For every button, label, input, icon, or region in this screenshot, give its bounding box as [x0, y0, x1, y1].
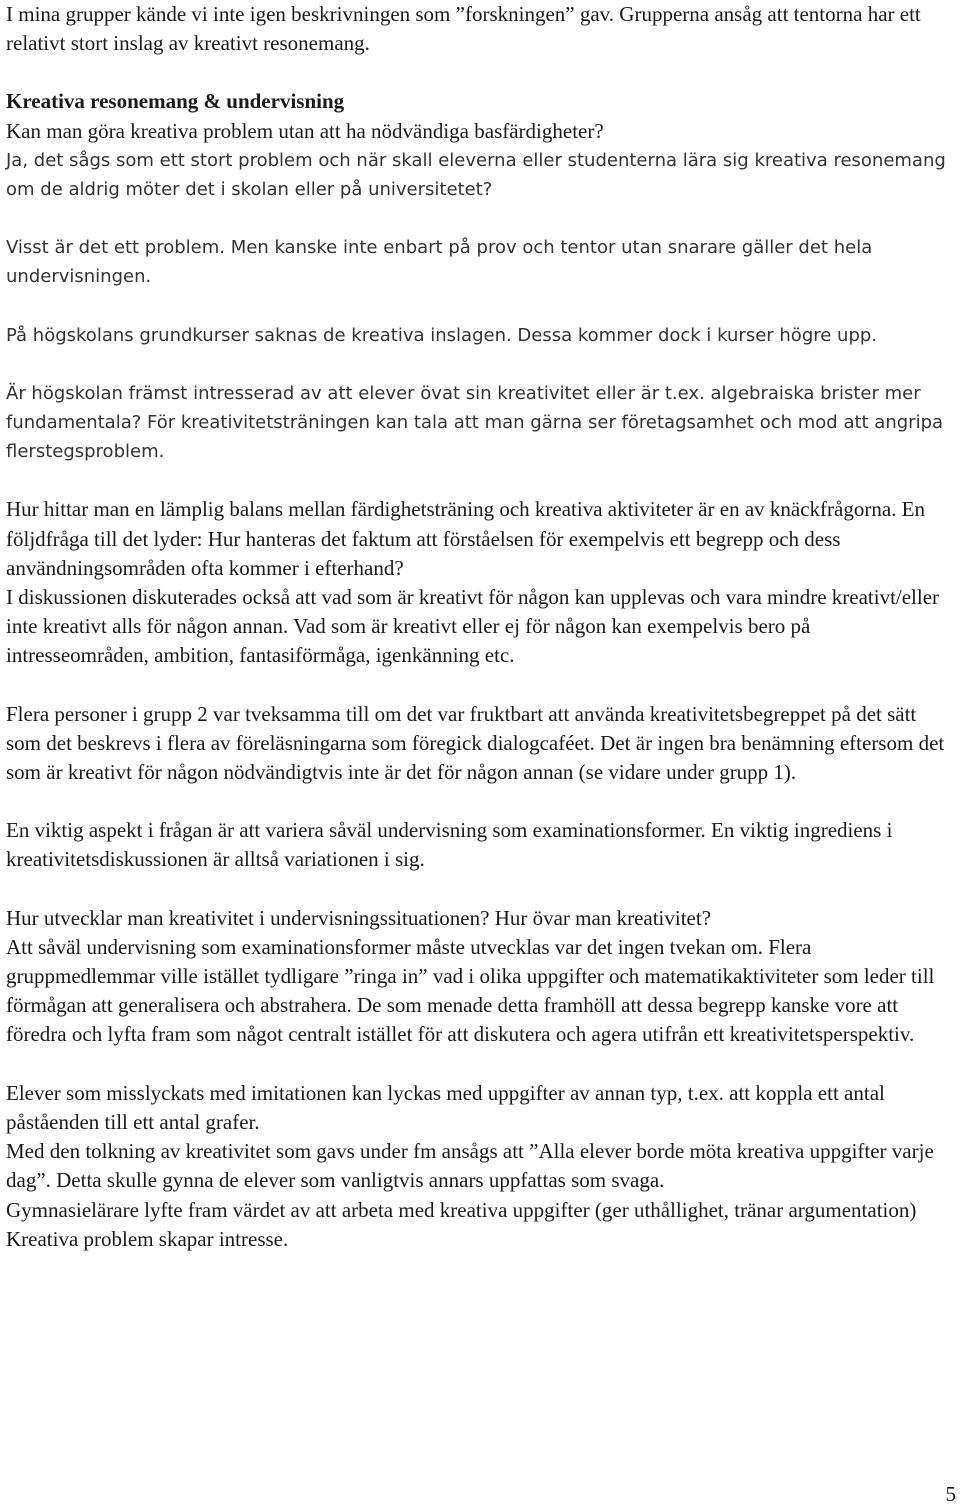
spacer: [6, 1050, 954, 1079]
paragraph-interest: Kreativa problem skapar intresse.: [6, 1226, 289, 1251]
spacer: [6, 58, 954, 87]
spacer: [6, 875, 954, 904]
paragraph-imitation: Elever som misslyckats med imitationen kan lyckas med uppgifter av annan typ, t.ex. att koppla ett antal påståenden till ett antal grafer.: [6, 1080, 885, 1134]
sans-paragraph-4: Är högskolan främst intresserad av att elever övat sin kreativitet eller är t.ex. algebraiska brister mer fundamentala? För kreativitetsträningen kan tala att man gärna ser företagsamhet och mod att angripa flerstegsproblem.: [6, 382, 944, 463]
paragraph-how-develop: Hur utvecklar man kreativitet i undervisningssituationen? Hur övar man kreativitet?: [6, 905, 712, 930]
spacer: [6, 466, 954, 495]
paragraph-examination: Att såväl undervisning som examinationsformer måste utvecklas var det ingen tvekan om. Flera gruppmedlemmar ville istället tydligare ”ringa in” vad i olika uppgifter och matematikaktiviteter som leder till förmågan att generalisera och abstrahera. De som menade detta framhöll att dessa begrepp kanske vore att föredra och lyfta fram som något centralt istället för att diskutera och agera utifrån ett kreativitetsperspektiv.: [6, 934, 935, 1047]
spacer: [6, 671, 954, 700]
sans-paragraph-1: Ja, det sågs som ett stort problem och när skall eleverna eller studenterna lära sig kreativa resonemang om de aldrig möter det i skolan eller på universitetet?: [6, 149, 946, 201]
section-heading: Kreativa resonemang & undervisning: [6, 89, 345, 114]
document-page: [6, 0, 954, 1254]
paragraph-group-2: Flera personer i grupp 2 var tveksamma till om det var fruktbart att använda kreativitetsbegreppet på det sätt som det beskrevs i flera av föreläsningarna som föregick dialogcaféet. Det är ingen bra benämning eftersom det som är kreativt för någon nödvändigtvis inte är det för någon annan (se vidare under grupp 1).: [6, 701, 945, 785]
intro-paragraph: I mina grupper kände vi inte igen beskrivningen som ”forskningen” gav. Grupperna ansåg att tentorna har ett relativt stort inslag av kreativt resonemang.: [6, 2, 921, 56]
spacer: [6, 787, 954, 816]
section-question: Kan man göra kreativa problem utan att ha nödvändiga basfärdigheter?: [6, 118, 604, 143]
sans-paragraph-3: På högskolans grundkurser saknas de kreativa inslagen. Dessa kommer dock i kurser högre upp.: [6, 324, 878, 346]
sans-paragraph-2: Visst är det ett problem. Men kanske inte enbart på prov och tentor utan snarare gäller det hela undervisningen.: [6, 237, 873, 288]
spacer: [6, 350, 954, 379]
paragraph-variation: En viktig aspekt i frågan är att variera såväl undervisning som examinationsformer. En viktig ingrediens i kreativitetsdiskussionen är alltså variationen i sig.: [6, 818, 893, 872]
spacer: [6, 204, 954, 233]
paragraph-interpretation: Med den tolkning av kreativitet som gavs under fm ansågs att ”Alla elever borde möta kreativa uppgifter varje dag”. Detta skulle gynna de elever som vanligtvis annars uppfattas som svaga.: [6, 1139, 934, 1193]
paragraph-balance: Hur hittar man en lämplig balans mellan färdighetsträning och kreativa aktiviteter är en av knäckfrågorna. En följdfråga till det lyder: Hur hanteras det faktum att förståelsen för exempelvis ett begrepp och dess användningsområden ofta kommer i efterhand?: [6, 497, 925, 580]
page-number: 5: [945, 1482, 956, 1506]
paragraph-gymnasium: Gymnasielärare lyfte fram värdet av att arbeta med kreativa uppgifter (ger uthållighet, tränar argumentation): [6, 1197, 917, 1222]
paragraph-discussion: I diskussionen diskuterades också att vad som är kreativt för någon kan upplevas och vara mindre kreativt/eller inte kreativt alls för någon annan. Vad som är kreativt eller ej för någon kan exempelvis bero på intresseområden, ambition, fantasiförmåga, igenkänning etc.: [6, 585, 940, 668]
spacer: [6, 292, 954, 321]
